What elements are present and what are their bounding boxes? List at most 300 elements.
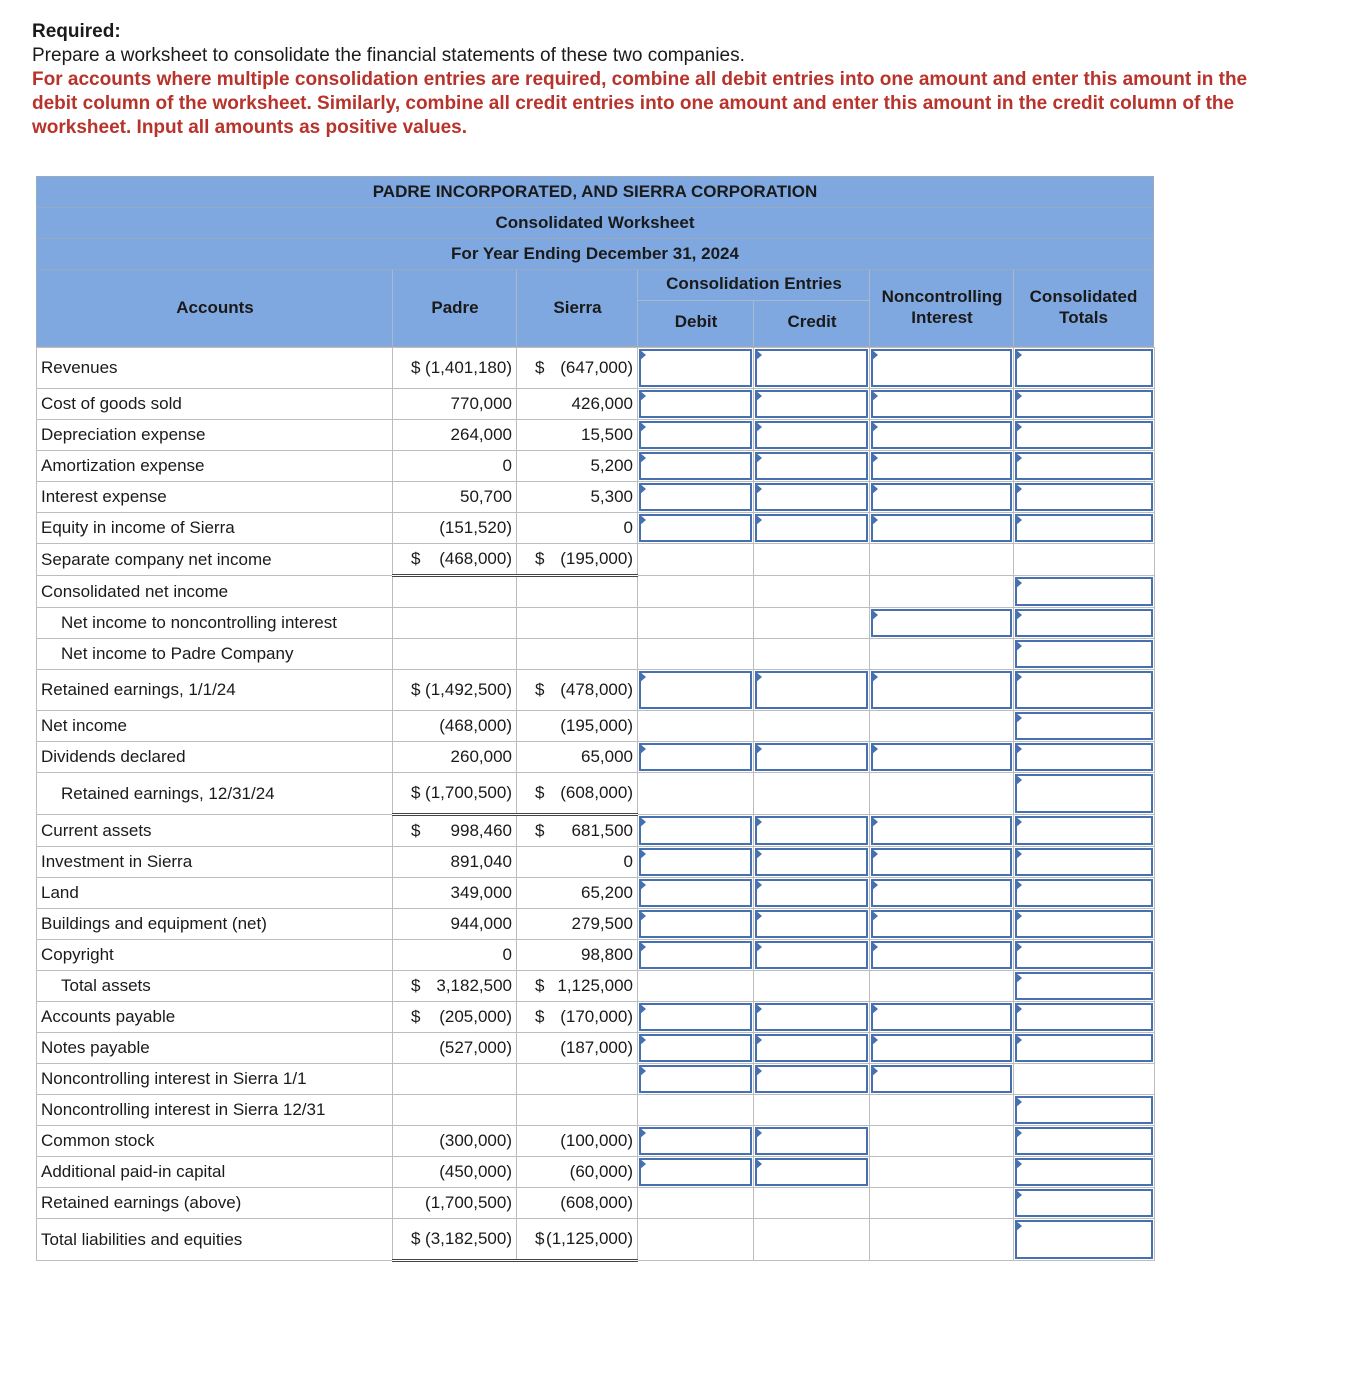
consolidation-worksheet	[36, 176, 1154, 1262]
padre-value: (468,000)	[439, 716, 512, 735]
credit-input-box[interactable]	[755, 848, 868, 876]
dropdown-marker-icon	[639, 514, 646, 526]
total-input[interactable]	[1014, 1033, 1155, 1064]
padre-value: 349,000	[450, 883, 512, 902]
total-input-box[interactable]	[1015, 712, 1153, 740]
nci-input[interactable]	[870, 513, 1014, 544]
debit-input[interactable]	[638, 513, 754, 544]
padre-value: (468,000)	[439, 549, 512, 568]
credit-input-box[interactable]	[755, 1034, 868, 1062]
dropdown-marker-icon	[1015, 1003, 1022, 1015]
debit-input-box[interactable]	[639, 452, 752, 480]
debit-input-box[interactable]	[639, 1158, 752, 1186]
padre-amount	[393, 608, 517, 639]
total-input[interactable]	[1014, 1219, 1155, 1261]
nci-input-box[interactable]	[871, 816, 1012, 845]
dropdown-marker-icon	[755, 1127, 762, 1139]
credit-input[interactable]	[754, 847, 870, 878]
total-input-box[interactable]	[1015, 671, 1153, 709]
debit-cell	[638, 544, 754, 576]
nci-cell	[870, 1188, 1014, 1219]
debit-input[interactable]	[638, 1126, 754, 1157]
account-name: Investment in Sierra	[37, 847, 393, 878]
total-input[interactable]	[1014, 451, 1155, 482]
total-input[interactable]	[1014, 513, 1155, 544]
dropdown-marker-icon	[871, 848, 878, 860]
debit-input-box[interactable]	[639, 349, 752, 387]
debit-input-box[interactable]	[639, 1034, 752, 1062]
sierra-amount	[517, 773, 638, 815]
total-input[interactable]	[1014, 742, 1155, 773]
account-name: Retained earnings, 12/31/24	[37, 773, 393, 815]
debit-input-box[interactable]	[639, 816, 752, 845]
credit-input[interactable]	[754, 1126, 870, 1157]
dropdown-marker-icon	[755, 879, 762, 891]
padre-value: (450,000)	[439, 1162, 512, 1181]
sierra-value: 5,200	[590, 456, 633, 475]
debit-input[interactable]	[638, 742, 754, 773]
total-input-box[interactable]	[1015, 1158, 1153, 1186]
table-row	[37, 909, 1155, 940]
total-input-box[interactable]	[1015, 514, 1153, 542]
credit-cell	[754, 1219, 870, 1261]
debit-input[interactable]	[638, 909, 754, 940]
nci-input-box[interactable]	[871, 1003, 1012, 1031]
sierra-amount	[517, 513, 638, 544]
padre-amount	[393, 711, 517, 742]
nci-input[interactable]	[870, 451, 1014, 482]
total-input-box[interactable]	[1015, 848, 1153, 876]
worksheet-title-companies: PADRE INCORPORATED, AND SIERRA CORPORATION	[36, 176, 1154, 207]
sierra-amount	[517, 1126, 638, 1157]
credit-input-box[interactable]	[755, 349, 868, 387]
credit-input[interactable]	[754, 878, 870, 909]
credit-input[interactable]	[754, 1064, 870, 1095]
sierra-amount	[517, 1188, 638, 1219]
credit-input-box[interactable]	[755, 390, 868, 418]
total-input-box[interactable]	[1015, 640, 1153, 668]
dropdown-marker-icon	[1015, 452, 1022, 464]
sierra-amount	[517, 1219, 638, 1261]
nci-cell	[870, 1219, 1014, 1261]
account-name: Revenues	[37, 348, 393, 389]
worksheet-title: Consolidated Worksheet	[36, 207, 1154, 238]
credit-input[interactable]	[754, 670, 870, 711]
account-name: Net income to Padre Company	[37, 639, 393, 670]
credit-input-box[interactable]	[755, 879, 868, 907]
dropdown-marker-icon	[639, 910, 646, 922]
credit-cell	[754, 711, 870, 742]
padre-amount	[393, 1033, 517, 1064]
account-name: Noncontrolling interest in Sierra 12/31	[37, 1095, 393, 1126]
dropdown-marker-icon	[871, 743, 878, 755]
nci-input-box[interactable]	[871, 1034, 1012, 1062]
table-row	[37, 1126, 1155, 1157]
debit-input[interactable]	[638, 1157, 754, 1188]
dropdown-marker-icon	[1015, 640, 1022, 652]
credit-input[interactable]	[754, 420, 870, 451]
account-name: Noncontrolling interest in Sierra 1/1	[37, 1064, 393, 1095]
padre-amount	[393, 940, 517, 971]
nci-input-box[interactable]	[871, 671, 1012, 709]
account-name: Equity in income of Sierra	[37, 513, 393, 544]
dropdown-marker-icon	[871, 514, 878, 526]
account-name: Land	[37, 878, 393, 909]
credit-input[interactable]	[754, 482, 870, 513]
currency-symbol: $	[535, 1229, 545, 1248]
nci-cell	[870, 1095, 1014, 1126]
account-name: Buildings and equipment (net)	[37, 909, 393, 940]
credit-input-box[interactable]	[755, 421, 868, 449]
debit-input-box[interactable]	[639, 848, 752, 876]
nci-input-box[interactable]	[871, 879, 1012, 907]
total-input-box[interactable]	[1015, 972, 1153, 1000]
dropdown-marker-icon	[755, 1034, 762, 1046]
sierra-value: 65,200	[581, 883, 633, 902]
header-consolidated-totals	[1014, 286, 1153, 328]
total-cell	[1014, 1064, 1155, 1095]
padre-value: 0	[502, 456, 512, 475]
dropdown-marker-icon	[871, 941, 878, 953]
dropdown-marker-icon	[755, 483, 762, 495]
total-input[interactable]	[1014, 940, 1155, 971]
debit-input[interactable]	[638, 420, 754, 451]
debit-input-box[interactable]	[639, 1065, 752, 1093]
dropdown-marker-icon	[1015, 671, 1022, 683]
dropdown-marker-icon	[755, 910, 762, 922]
nci-input-box[interactable]	[871, 483, 1012, 511]
credit-input-box[interactable]	[755, 743, 868, 771]
sierra-amount	[517, 670, 638, 711]
credit-input[interactable]	[754, 1033, 870, 1064]
total-input-box[interactable]	[1015, 349, 1153, 387]
header-totals-line2: Totals	[1059, 308, 1108, 327]
debit-input-box[interactable]	[639, 514, 752, 542]
nci-input[interactable]	[870, 1064, 1014, 1095]
credit-input-box[interactable]	[755, 1127, 868, 1155]
dropdown-marker-icon	[755, 390, 762, 402]
nci-input[interactable]	[870, 742, 1014, 773]
sierra-amount	[517, 815, 638, 847]
credit-input-box[interactable]	[755, 452, 868, 480]
nci-input[interactable]	[870, 420, 1014, 451]
dropdown-marker-icon	[755, 671, 762, 683]
sierra-value: (608,000)	[560, 783, 633, 802]
sierra-value: 98,800	[581, 945, 633, 964]
total-input[interactable]	[1014, 1157, 1155, 1188]
debit-input[interactable]	[638, 847, 754, 878]
debit-input-box[interactable]	[639, 390, 752, 418]
total-input[interactable]	[1014, 1002, 1155, 1033]
nci-input[interactable]	[870, 1002, 1014, 1033]
dropdown-marker-icon	[1015, 1220, 1022, 1232]
currency-symbol: $	[411, 1229, 421, 1248]
nci-input[interactable]	[870, 940, 1014, 971]
sierra-value: (608,000)	[560, 1193, 633, 1212]
debit-input-box[interactable]	[639, 743, 752, 771]
sierra-value: 0	[623, 518, 633, 537]
padre-amount	[393, 909, 517, 940]
dropdown-marker-icon	[1015, 910, 1022, 922]
nci-input-box[interactable]	[871, 390, 1012, 418]
credit-input-box[interactable]	[755, 1158, 868, 1186]
total-input[interactable]	[1014, 389, 1155, 420]
account-name: Copyright	[37, 940, 393, 971]
sierra-amount	[517, 1033, 638, 1064]
account-name: Current assets	[37, 815, 393, 847]
nci-input[interactable]	[870, 482, 1014, 513]
total-input-box[interactable]	[1015, 879, 1153, 907]
nci-input[interactable]	[870, 909, 1014, 940]
sierra-amount	[517, 482, 638, 513]
debit-input[interactable]	[638, 482, 754, 513]
padre-amount	[393, 348, 517, 389]
sierra-value: (60,000)	[569, 1162, 633, 1181]
credit-input[interactable]	[754, 389, 870, 420]
total-input-box[interactable]	[1015, 452, 1153, 480]
dropdown-marker-icon	[755, 743, 762, 755]
debit-input[interactable]	[638, 389, 754, 420]
sierra-amount	[517, 742, 638, 773]
total-input[interactable]	[1014, 420, 1155, 451]
total-input-box[interactable]	[1015, 1034, 1153, 1062]
debit-input[interactable]	[638, 1033, 754, 1064]
credit-input[interactable]	[754, 451, 870, 482]
nci-input-box[interactable]	[871, 609, 1012, 637]
table-row	[37, 878, 1155, 909]
credit-input[interactable]	[754, 348, 870, 389]
credit-input-box[interactable]	[755, 671, 868, 709]
credit-cell	[754, 639, 870, 670]
sierra-value: (478,000)	[560, 680, 633, 699]
padre-value: 264,000	[450, 425, 512, 444]
debit-input-box[interactable]	[639, 671, 752, 709]
total-input-box[interactable]	[1015, 1003, 1153, 1031]
debit-input-box[interactable]	[639, 910, 752, 938]
instructions-text: For accounts where multiple consolidation entries are required, combine all debit entries into one amount and enter this amount in the debit column of the worksheet. Similarly, combine all credit entries into one amount and enter this amount in the credit column of the worksheet. Input all amounts as positive values.	[32, 69, 1248, 138]
dropdown-marker-icon	[1015, 609, 1022, 621]
nci-input-box[interactable]	[871, 743, 1012, 771]
nci-cell	[870, 971, 1014, 1002]
table-row	[37, 670, 1155, 711]
debit-input[interactable]	[638, 451, 754, 482]
debit-cell	[638, 773, 754, 815]
sierra-value: 5,300	[590, 487, 633, 506]
account-name: Dividends declared	[37, 742, 393, 773]
header-totals-line1: Consolidated	[1029, 287, 1138, 306]
debit-input-box[interactable]	[639, 483, 752, 511]
total-input-box[interactable]	[1015, 816, 1153, 845]
total-input-box[interactable]	[1015, 483, 1153, 511]
debit-input-box[interactable]	[639, 1127, 752, 1155]
padre-value: (151,520)	[439, 518, 512, 537]
dropdown-marker-icon	[871, 1034, 878, 1046]
nci-input-box[interactable]	[871, 514, 1012, 542]
sierra-amount	[517, 639, 638, 670]
dropdown-marker-icon	[755, 816, 762, 828]
total-input-box[interactable]	[1015, 1189, 1153, 1217]
total-input-box[interactable]	[1015, 609, 1153, 637]
debit-input[interactable]	[638, 670, 754, 711]
required-text: Prepare a worksheet to consolidate the financial statements of these two companies.	[32, 45, 745, 66]
credit-input[interactable]	[754, 815, 870, 847]
dropdown-marker-icon	[1015, 349, 1022, 361]
table-row	[37, 389, 1155, 420]
credit-cell	[754, 1188, 870, 1219]
credit-input[interactable]	[754, 940, 870, 971]
credit-input[interactable]	[754, 513, 870, 544]
total-input-box[interactable]	[1015, 774, 1153, 813]
total-input[interactable]	[1014, 1188, 1155, 1219]
padre-value: (527,000)	[439, 1038, 512, 1057]
sierra-value: 279,500	[571, 914, 633, 933]
nci-input-box[interactable]	[871, 421, 1012, 449]
nci-input-box[interactable]	[871, 941, 1012, 969]
nci-input[interactable]	[870, 348, 1014, 389]
sierra-value: 426,000	[571, 394, 633, 413]
dropdown-marker-icon	[639, 671, 646, 683]
account-name: Total liabilities and equities	[37, 1219, 393, 1261]
total-input[interactable]	[1014, 815, 1155, 847]
padre-amount	[393, 878, 517, 909]
total-input[interactable]	[1014, 1095, 1155, 1126]
credit-input[interactable]	[754, 1002, 870, 1033]
total-input[interactable]	[1014, 711, 1155, 742]
padre-value: (1,700,500)	[425, 1193, 512, 1212]
credit-input-box[interactable]	[755, 910, 868, 938]
padre-amount	[393, 1157, 517, 1188]
header-noncontrolling-interest	[870, 286, 1014, 328]
total-input-box[interactable]	[1015, 390, 1153, 418]
total-input-box[interactable]	[1015, 1127, 1153, 1155]
total-input[interactable]	[1014, 639, 1155, 670]
worksheet-table	[36, 347, 1155, 1262]
credit-input-box[interactable]	[755, 483, 868, 511]
table-row	[37, 847, 1155, 878]
nci-input-box[interactable]	[871, 452, 1012, 480]
sierra-value: 0	[623, 852, 633, 871]
total-input[interactable]	[1014, 878, 1155, 909]
sierra-amount	[517, 1157, 638, 1188]
nci-input[interactable]	[870, 608, 1014, 639]
table-row	[37, 348, 1155, 389]
dropdown-marker-icon	[639, 848, 646, 860]
debit-input-box[interactable]	[639, 1003, 752, 1031]
dropdown-marker-icon	[1015, 879, 1022, 891]
credit-input[interactable]	[754, 909, 870, 940]
debit-input[interactable]	[638, 878, 754, 909]
nci-input[interactable]	[870, 815, 1014, 847]
padre-value: (1,492,500)	[425, 680, 512, 699]
nci-input-box[interactable]	[871, 349, 1012, 387]
dropdown-marker-icon	[1015, 577, 1022, 589]
padre-amount	[393, 639, 517, 670]
total-input[interactable]	[1014, 482, 1155, 513]
total-input-box[interactable]	[1015, 910, 1153, 938]
debit-input[interactable]	[638, 1002, 754, 1033]
credit-input-box[interactable]	[755, 941, 868, 969]
total-input-box[interactable]	[1015, 743, 1153, 771]
nci-input-box[interactable]	[871, 848, 1012, 876]
dropdown-marker-icon	[1015, 1096, 1022, 1108]
debit-input[interactable]	[638, 940, 754, 971]
nci-input[interactable]	[870, 670, 1014, 711]
debit-input[interactable]	[638, 815, 754, 847]
sierra-amount	[517, 451, 638, 482]
total-input[interactable]	[1014, 670, 1155, 711]
total-input[interactable]	[1014, 971, 1155, 1002]
table-row	[37, 1033, 1155, 1064]
total-input[interactable]	[1014, 909, 1155, 940]
dropdown-marker-icon	[755, 1065, 762, 1077]
credit-input-box[interactable]	[755, 514, 868, 542]
credit-input-box[interactable]	[755, 816, 868, 845]
total-input-box[interactable]	[1015, 577, 1153, 606]
total-input-box[interactable]	[1015, 1096, 1153, 1124]
debit-input-box[interactable]	[639, 879, 752, 907]
total-input[interactable]	[1014, 608, 1155, 639]
nci-input-box[interactable]	[871, 910, 1012, 938]
table-row	[37, 544, 1155, 576]
sierra-amount	[517, 544, 638, 576]
nci-input[interactable]	[870, 1033, 1014, 1064]
dropdown-marker-icon	[871, 879, 878, 891]
dropdown-marker-icon	[639, 390, 646, 402]
total-input-box[interactable]	[1015, 941, 1153, 969]
table-row	[37, 482, 1155, 513]
table-row	[37, 576, 1155, 608]
dropdown-marker-icon	[1015, 816, 1022, 828]
debit-input[interactable]	[638, 348, 754, 389]
total-input-box[interactable]	[1015, 1220, 1153, 1259]
padre-value: (205,000)	[439, 1007, 512, 1026]
nci-input-box[interactable]	[871, 1065, 1012, 1093]
account-name: Separate company net income	[37, 544, 393, 576]
total-input[interactable]	[1014, 348, 1155, 389]
sierra-value: (100,000)	[560, 1131, 633, 1150]
nci-input[interactable]	[870, 847, 1014, 878]
total-input-box[interactable]	[1015, 421, 1153, 449]
dropdown-marker-icon	[1015, 972, 1022, 984]
debit-input-box[interactable]	[639, 421, 752, 449]
total-input[interactable]	[1014, 576, 1155, 608]
nci-cell	[870, 1157, 1014, 1188]
credit-input[interactable]	[754, 1157, 870, 1188]
nci-input[interactable]	[870, 878, 1014, 909]
dropdown-marker-icon	[639, 743, 646, 755]
dropdown-marker-icon	[1015, 774, 1022, 786]
credit-input[interactable]	[754, 742, 870, 773]
header-consolidation-entries: Consolidation Entries	[666, 274, 842, 293]
credit-input-box[interactable]	[755, 1065, 868, 1093]
sierra-amount	[517, 909, 638, 940]
nci-cell	[870, 773, 1014, 815]
padre-value: 944,000	[450, 914, 512, 933]
padre-amount	[393, 815, 517, 847]
credit-input-box[interactable]	[755, 1003, 868, 1031]
debit-input[interactable]	[638, 1064, 754, 1095]
total-input[interactable]	[1014, 773, 1155, 815]
total-input[interactable]	[1014, 847, 1155, 878]
dropdown-marker-icon	[871, 609, 878, 621]
dropdown-marker-icon	[1015, 514, 1022, 526]
debit-input-box[interactable]	[639, 941, 752, 969]
total-input[interactable]	[1014, 1126, 1155, 1157]
nci-input[interactable]	[870, 389, 1014, 420]
dropdown-marker-icon	[755, 514, 762, 526]
currency-symbol: $	[411, 680, 421, 699]
account-name: Net income	[37, 711, 393, 742]
